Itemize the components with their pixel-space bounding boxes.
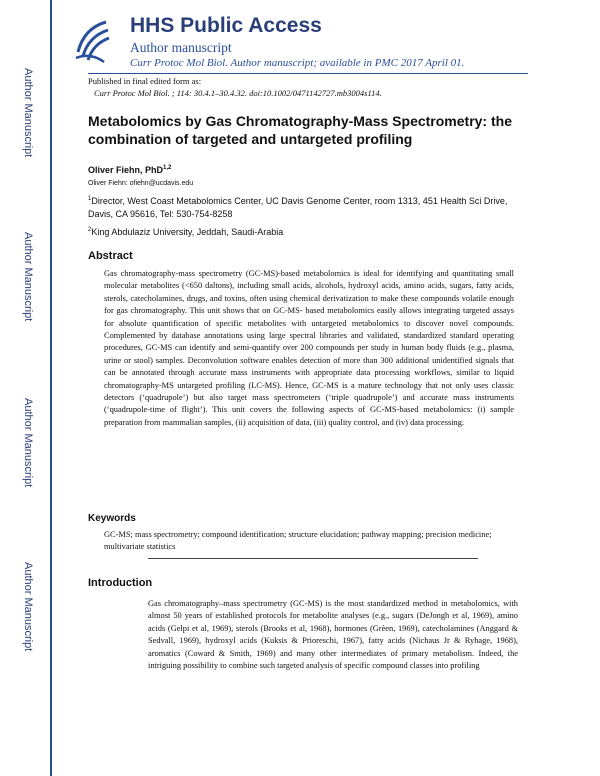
author-name-text: Oliver Fiehn, PhD bbox=[88, 165, 164, 175]
header-subtitle: Author manuscript bbox=[130, 40, 232, 55]
keywords-text: GC-MS; mass spectrometry; compound identification; structure elucidation; pathway mapping; precision medicine; multivariate statistics bbox=[104, 530, 492, 552]
sidebar-label: Author Manuscript bbox=[22, 562, 34, 652]
affiliation-num: 2 bbox=[88, 227, 92, 233]
section-divider bbox=[148, 558, 478, 559]
affiliation-num: 1 bbox=[88, 196, 92, 202]
introduction-text: Gas chromatography–mass spectrometry (GC-MS) is the most standardized method in metabolomics, with almost 50 years of established protocols for metabolite analyses (e.g., sugars (DeJongh et al, 1969), amino acids (Gelpi et al, 1969), sterols (Brooks et al, 1968), hormones (Grèen, 1969), catecholamines (Anggard & Sedvall, 1969), hydroxyl acids (Kuksis & Prioreschi, 1967), fatty acids (Nichaus Jr & Ryhage, 1968), aromatics (Coward & Smith, 1969) and many other intermediates of primary metabolism. Indeed, the intriguing possibility to combine such targeted analysis of specific compound classes into profiling bbox=[148, 599, 518, 671]
sidebar-rule bbox=[50, 0, 52, 776]
hhs-eagle-logo-icon bbox=[72, 18, 112, 64]
header-title: HHS Public Access bbox=[130, 14, 322, 37]
header-divider bbox=[88, 73, 528, 74]
keywords-heading: Keywords bbox=[88, 513, 136, 524]
affiliation bbox=[88, 193, 518, 221]
sidebar-label: Author Manuscript bbox=[22, 68, 34, 158]
introduction-heading: Introduction bbox=[88, 577, 153, 589]
sidebar-label: Author Manuscript bbox=[22, 398, 34, 488]
author-sup: 1,2 bbox=[163, 165, 172, 171]
abstract-text: Gas chromatography-mass spectrometry (GC-MS)-based metabolomics is ideal for identifying and quantitating small molecular metabolites (<650 daltons), including small acids, alcohols, hydroxyl acids, amino acids, sugars, fatty acids, sterols, catecholamines, drugs, and toxins, often using chemical derivatization to make these compounds volatile enough for gas chromatography. This unit shows that on GC-MS- based metabolomics easily allows integrating targeted assays for absolute quantification of specific metabolites with untargeted metabolomics to discover novel compounds. Complemented by database annotations using large spectral libraries and validated, standardized standard operating procedures, GC-MS can identify and semi-quantify over 200 compounds per study in human body fluids (e.g., plasma, urine or stool) samples. Deconvolution software enables detection of more than 300 additional unidentified signals that can be annotated through accurate mass instruments with appropriate data processing workflows, similar to liquid chromatography-MS untargeted profiling (LC-MS). Hence, GC-MS is a mature technology that not only uses classic detectors (‘quadrupole’) but also target mass spectrometers (‘triple quadrupole’) and accurate mass instruments (‘quadrupole-time of flight’). This unit covers the following aspects of GC-MS-based metabolomics: (i) sample preparation from mammalian samples, (ii) acquisition of data, (iii) quality control, and (iv) data processing. bbox=[104, 269, 514, 427]
citation: Curr Protoc Mol Biol. ; 114: 30.4.1–30.4.32. doi:10.1002/0471142727.mb3004s114. bbox=[94, 88, 382, 98]
abstract-heading: Abstract bbox=[88, 250, 133, 262]
author-email: Oliver Fiehn: ofiehn@ucdavis.edu bbox=[88, 180, 194, 187]
sidebar-label: Author Manuscript bbox=[22, 232, 34, 322]
affiliation bbox=[88, 224, 518, 239]
article-title: Metabolomics by Gas Chromatography-Mass Spectrometry: the combination of targeted and untargeted profiling bbox=[88, 113, 512, 147]
journal-line: Curr Protoc Mol Biol. Author manuscript; available in PMC 2017 April 01. bbox=[130, 57, 465, 69]
author-name bbox=[88, 165, 171, 175]
affiliation-text: Director, West Coast Metabolomics Center, UC Davis Genome Center, room 1313, 451 Health Sci Drive, Davis, CA 95616, Tel: 530-754-8258 bbox=[88, 196, 508, 219]
published-label: Published in final edited form as: bbox=[88, 76, 202, 86]
affiliation-text: King Abdulaziz University, Jeddah, Saudi-Arabia bbox=[91, 227, 284, 237]
